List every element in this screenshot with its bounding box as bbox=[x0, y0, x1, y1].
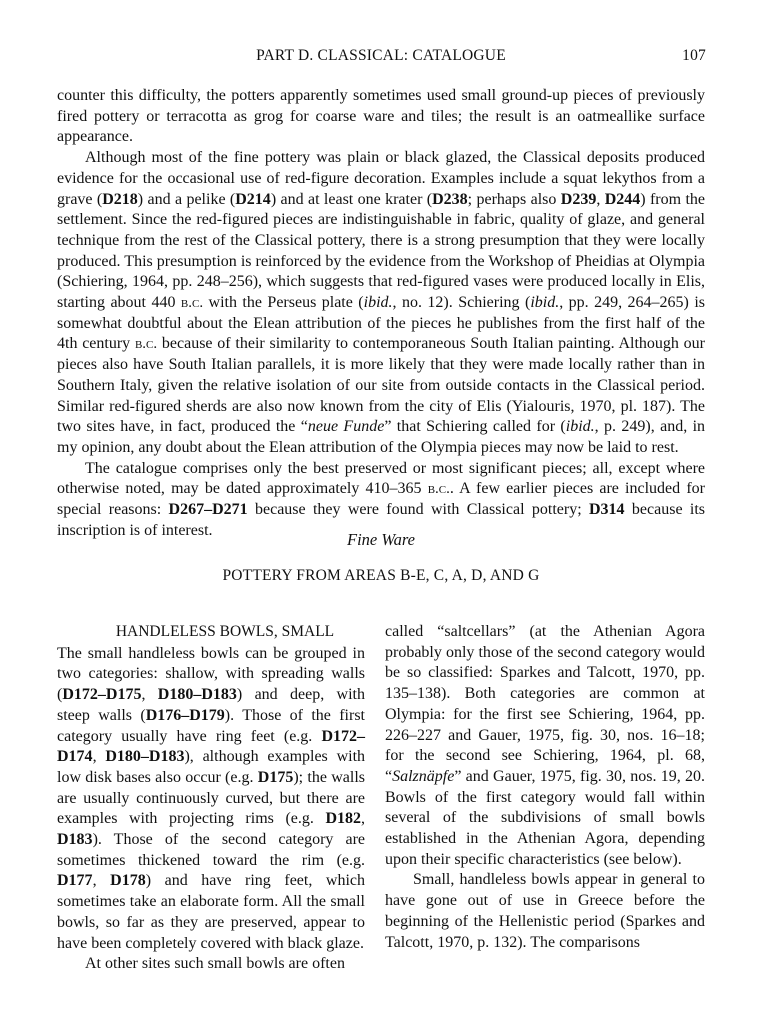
italic-text: ibid. bbox=[363, 294, 393, 312]
italic-text: neue Funde bbox=[307, 418, 385, 436]
catalogue-ref: D267–D271 bbox=[168, 501, 248, 519]
text-run: The small handleless bowls can be grouped in two categories: shallow, with spreading walls ( bbox=[57, 644, 365, 704]
catalogue-ref: D178 bbox=[110, 872, 146, 890]
catalogue-ref: D180–D183 bbox=[105, 748, 185, 766]
text-run: counter this difficulty, the potters apparently sometimes used small ground-up pieces of previously fired pottery or terracotta as grog for coarse ware and tiles; the result is an oatmeallike surface appearance. bbox=[57, 87, 705, 146]
small-caps-text: b.c. bbox=[134, 336, 158, 353]
intro-text bbox=[57, 86, 705, 541]
italic-text: ibid. bbox=[565, 418, 595, 436]
text-run: ) and a pelike ( bbox=[137, 190, 236, 208]
catalogue-ref: D175 bbox=[257, 768, 294, 786]
catalogue-ref: D238 bbox=[432, 190, 468, 208]
text-run: ). Those of the first category usually have ring feet (e.g. bbox=[57, 706, 365, 745]
text-run: , bbox=[92, 872, 111, 890]
text-run: , no. 12). Schiering ( bbox=[392, 294, 531, 312]
text-run: , bbox=[361, 810, 365, 828]
paragraph bbox=[57, 86, 705, 148]
paragraph bbox=[57, 644, 365, 955]
catalogue-ref: D172–D174 bbox=[57, 727, 365, 766]
text-run: ), although examples with low disk bases also occur (e.g. bbox=[57, 748, 366, 786]
text-run: Although most of the fine pottery was plain or black glazed, the Classical deposits produced evidence for the occasional use of red-figure decoration. Examples include a squat lekythos from a grave ( bbox=[57, 149, 705, 208]
catalogue-ref: D214 bbox=[235, 190, 271, 208]
text-run: , pp. 249, 264–265) is somewhat doubtful about the Elean attribution of the pieces he publishes from the first half of the 4th century bbox=[57, 294, 706, 353]
text-run: , bbox=[92, 748, 106, 766]
paragraph bbox=[385, 622, 705, 870]
text-run: ) and deep, with steep walls ( bbox=[57, 686, 365, 724]
catalogue-ref: D314 bbox=[589, 501, 625, 519]
catalogue-ref: D182 bbox=[325, 810, 361, 828]
catalogue-ref: D218 bbox=[102, 190, 138, 208]
text-run: because they were found with Classical pottery; bbox=[247, 501, 589, 519]
section-title: Fine Ware bbox=[347, 530, 415, 549]
text-run: ); the walls are usually continuously curved, but there are examples with projecting rims (e.g. bbox=[57, 768, 366, 828]
page-number: 107 bbox=[682, 47, 706, 64]
catalogue-ref: D176–D179 bbox=[145, 706, 225, 724]
text-run: , bbox=[141, 686, 158, 704]
text-run: , p. 249), and, in my opinion, any doubt about the Elean attribution of the Olympia pieces may now be laid to rest. bbox=[57, 418, 706, 456]
text-run: , bbox=[596, 190, 605, 208]
catalogue-ref: D239 bbox=[560, 190, 597, 208]
catalogue-ref: D244 bbox=[604, 190, 641, 208]
text-run: ) and at least one krater ( bbox=[270, 190, 433, 208]
left-column bbox=[57, 622, 365, 975]
paragraph bbox=[57, 954, 365, 975]
text-run: ) and have ring feet, which sometimes take an elaborate form. All the small bowls, so far as they are preserved, appear to have been completely covered with black glaze. bbox=[57, 872, 366, 952]
text-run: ). Those of the second category are sometimes thickened toward the rim (e.g. bbox=[57, 831, 365, 869]
section-subtitle: POTTERY FROM AREAS B-E, C, A, D, AND G bbox=[222, 567, 540, 584]
text-run: ” that Schiering called for ( bbox=[384, 418, 566, 436]
catalogue-ref: D177 bbox=[57, 872, 93, 890]
paragraph bbox=[385, 870, 705, 953]
text-run: At other sites such small bowls are often bbox=[85, 955, 345, 973]
text-run: ; perhaps also bbox=[467, 190, 561, 208]
text-run: called “saltcellars” (at the Athenian Agora probably only those of the second category would be so classified: Sparkes and Talcott, 1970, pp. 135–138). Both categories are common at Olympia: for the first see Schiering, 1964, pp. 226–227 and Gauer, 1975, fig. 30, nos. 16–18; for the second see Schiering, 1964, pl. 68, “ bbox=[385, 623, 705, 785]
small-caps-text: b.c. bbox=[180, 295, 204, 312]
text-run: because of their similarity to contemporaneous South Italian painting. Although our pieces also have South Italian parallels, it is more likely that they were made locally rather than in Southern Italy, given the relative isolation of our site from outside contacts in the Classical period. Similar red-figured sherds are also now known from the city of Elis (Yialouris, 1970, pl. 187). The two sites have, in fact, produced the “ bbox=[57, 335, 705, 436]
text-run: ” and Gauer, 1975, fig. 30, nos. 19, 20. Bowls of the first category would fall within several of the subdivisions of small bowls established in the Athenian Agora, depending upon their specific characteristics (see below). bbox=[385, 767, 705, 868]
text-run: ) from the settlement. Since the red-figured pieces are indistinguishable in fabric, quality of glaze, and general technique from the rest of the Classical pottery, there is a strong presumption that they were locally produced. This presumption is reinforced by the evidence from the Workshop of Pheidias at Olympia (Schiering, 1964, pp. 248–256), which suggests that red-figured vases were produced locally in Elis, starting about 440 bbox=[57, 190, 705, 312]
text-run: because its inscription is of interest. bbox=[57, 501, 706, 539]
italic-text: Salznäpfe bbox=[392, 767, 455, 785]
text-run: . A few earlier pieces are included for special reasons: bbox=[57, 480, 705, 519]
right-column bbox=[385, 622, 705, 953]
running-head: PART D. CLASSICAL: CATALOGUE bbox=[256, 47, 506, 64]
small-caps-text: b.c. bbox=[427, 481, 450, 498]
paragraph bbox=[57, 148, 705, 459]
catalogue-ref: D180–D183 bbox=[157, 686, 237, 704]
text-run: The catalogue comprises only the best preserved or most significant pieces; all, except where otherwise noted, may be dated approximately 410–365 bbox=[57, 459, 705, 498]
catalogue-ref: D183 bbox=[57, 831, 93, 849]
text-run: with the Perseus plate ( bbox=[203, 294, 364, 312]
column-heading: HANDLELESS BOWLS, SMALL bbox=[115, 623, 335, 640]
text-run: Small, handleless bowls appear in general to have gone out of use in Greece before the beginning of the Hellenistic period (Sparkes and Talcott, 1970, p. 132). The comparisons bbox=[385, 871, 705, 951]
italic-text: ibid. bbox=[530, 294, 560, 312]
catalogue-ref: D172–D175 bbox=[62, 686, 142, 704]
